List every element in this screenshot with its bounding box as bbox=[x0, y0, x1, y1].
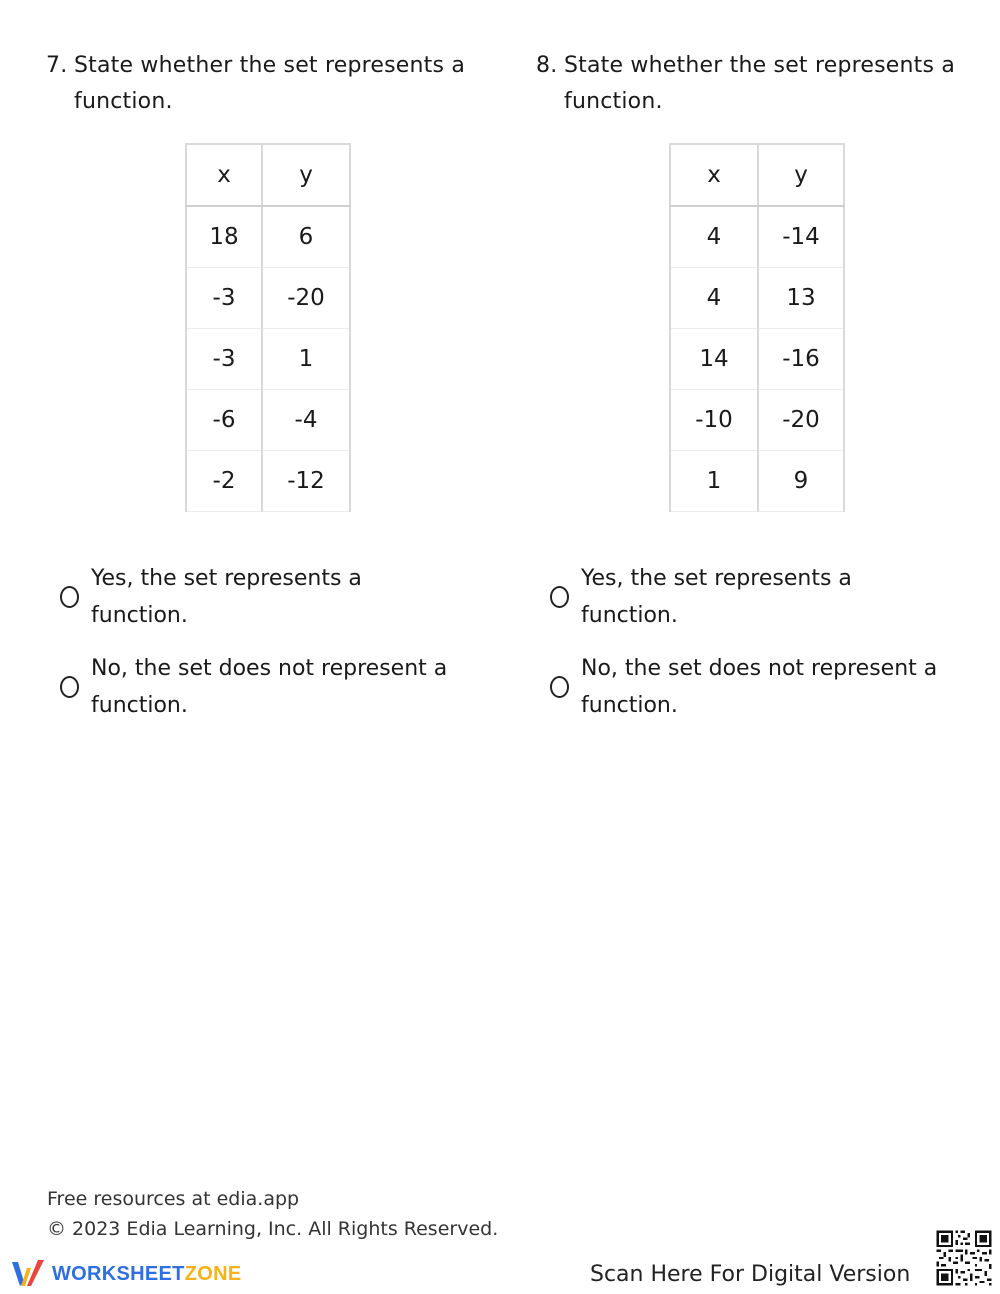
question-text: State whether the set represents a function. bbox=[564, 53, 956, 114]
table-row bbox=[670, 268, 844, 329]
footer-resources: Free resources at edia.app bbox=[47, 1188, 300, 1210]
option-label: No, the set does not represent a function. bbox=[91, 656, 448, 718]
xy-table bbox=[669, 143, 845, 512]
x-cell: 14 bbox=[670, 329, 758, 390]
x-cell: 4 bbox=[670, 268, 758, 329]
y-cell: -20 bbox=[758, 390, 844, 451]
y-cell: -16 bbox=[758, 329, 844, 390]
y-cell: 1 bbox=[262, 329, 350, 390]
question-7 bbox=[46, 48, 476, 718]
y-cell: -14 bbox=[758, 206, 844, 268]
answer-options bbox=[60, 560, 480, 740]
table-row bbox=[670, 329, 844, 390]
option-yes[interactable] bbox=[60, 560, 480, 634]
x-cell: 1 bbox=[670, 451, 758, 512]
question-text: State whether the set represents a function. bbox=[74, 53, 466, 114]
y-cell: -12 bbox=[262, 451, 350, 512]
worksheet-zone-logo bbox=[10, 1258, 241, 1290]
x-cell: -3 bbox=[186, 329, 262, 390]
table-row bbox=[186, 206, 350, 268]
option-label: No, the set does not represent a function. bbox=[581, 656, 938, 718]
radio-button[interactable] bbox=[550, 676, 569, 698]
x-cell: -2 bbox=[186, 451, 262, 512]
xy-table bbox=[185, 143, 351, 512]
y-cell: 6 bbox=[262, 206, 350, 268]
x-cell: -6 bbox=[186, 390, 262, 451]
logo-text bbox=[52, 1263, 241, 1286]
table-row bbox=[186, 329, 350, 390]
option-label: Yes, the set represents a function. bbox=[91, 566, 362, 628]
y-cell: -20 bbox=[262, 268, 350, 329]
option-yes[interactable] bbox=[550, 560, 970, 634]
question-8 bbox=[536, 48, 966, 718]
y-cell: 13 bbox=[758, 268, 844, 329]
column-header-y: y bbox=[758, 144, 844, 206]
logo-text-worksheet: WORKSHEET bbox=[52, 1262, 185, 1285]
question-prompt bbox=[46, 48, 476, 120]
radio-button[interactable] bbox=[60, 676, 79, 698]
column-header-y: y bbox=[262, 144, 350, 206]
table-row bbox=[670, 390, 844, 451]
option-label: Yes, the set represents a function. bbox=[581, 566, 852, 628]
column-header-x: x bbox=[670, 144, 758, 206]
x-cell: -10 bbox=[670, 390, 758, 451]
scan-label: Scan Here For Digital Version bbox=[590, 1262, 911, 1287]
option-no[interactable] bbox=[60, 650, 480, 724]
option-no[interactable] bbox=[550, 650, 970, 724]
qr-code-icon[interactable] bbox=[934, 1228, 994, 1288]
radio-button[interactable] bbox=[60, 586, 79, 608]
column-header-x: x bbox=[186, 144, 262, 206]
footer-copyright: © 2023 Edia Learning, Inc. All Rights Reserved. bbox=[47, 1218, 499, 1240]
table-row bbox=[670, 451, 844, 512]
question-number: 7. bbox=[46, 53, 68, 78]
question-prompt bbox=[536, 48, 966, 120]
radio-button[interactable] bbox=[550, 586, 569, 608]
answer-options bbox=[550, 560, 970, 740]
logo-text-zone: ZONE bbox=[184, 1262, 242, 1285]
table-row bbox=[670, 206, 844, 268]
x-cell: 18 bbox=[186, 206, 262, 268]
table-row bbox=[186, 390, 350, 451]
table-row bbox=[186, 451, 350, 512]
x-cell: -3 bbox=[186, 268, 262, 329]
table-row bbox=[186, 268, 350, 329]
y-cell: -4 bbox=[262, 390, 350, 451]
x-cell: 4 bbox=[670, 206, 758, 268]
y-cell: 9 bbox=[758, 451, 844, 512]
logo-w-icon bbox=[10, 1258, 48, 1290]
question-number: 8. bbox=[536, 53, 558, 78]
